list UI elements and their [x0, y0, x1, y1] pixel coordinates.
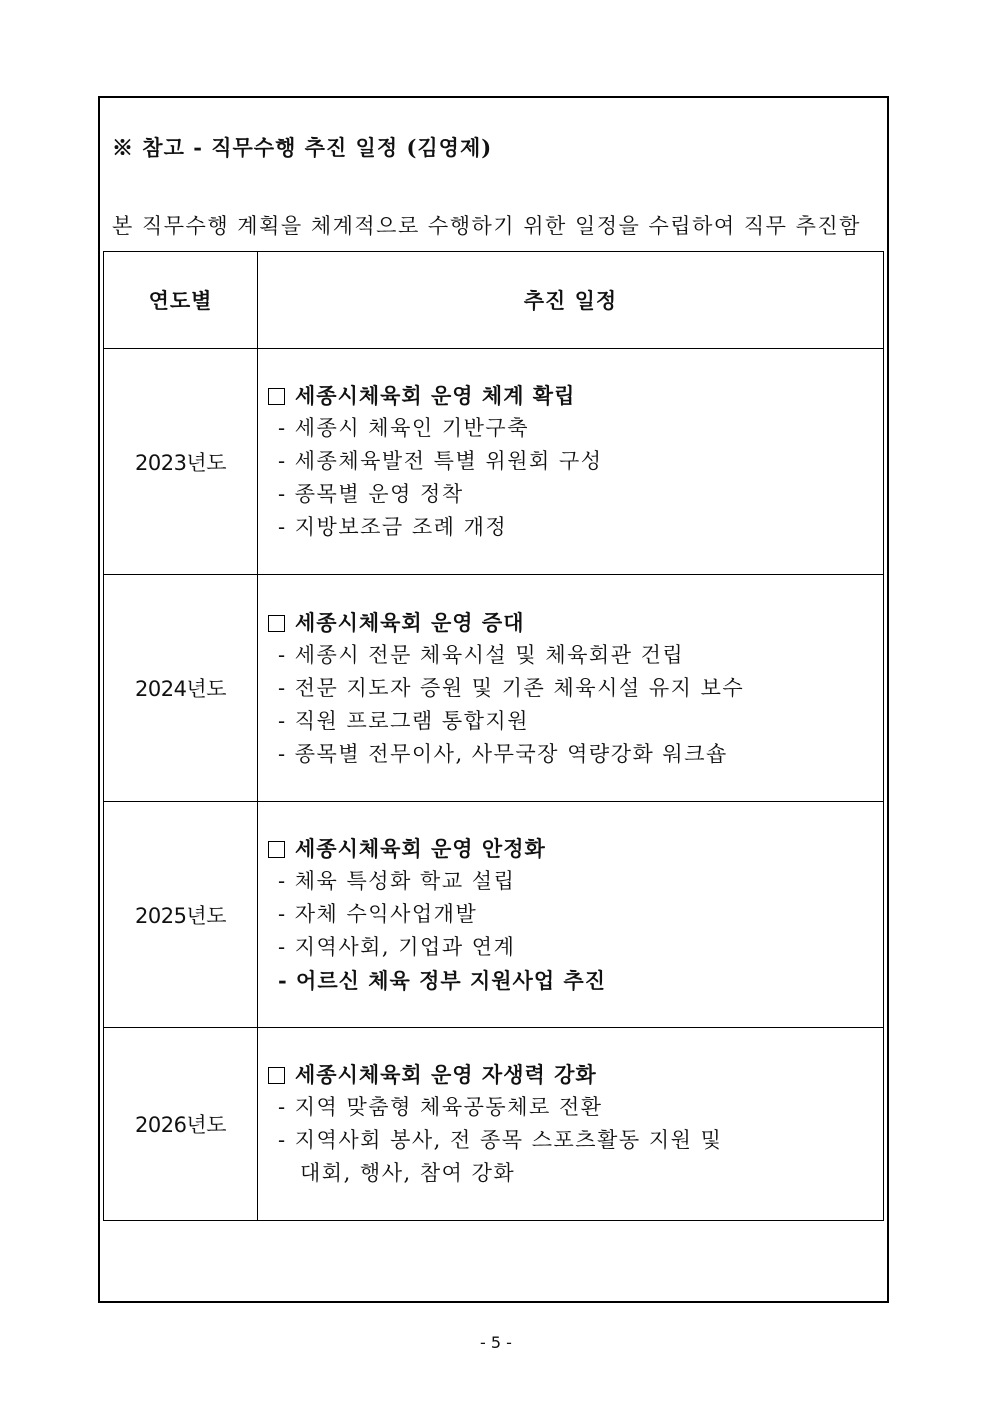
plan-item: - 지역 맞춤형 체육공동체로 전환 [278, 1095, 603, 1119]
intro-text: 본 직무수행 계획을 체계적으로 수행하기 위한 일정을 수립하여 직무 추진함 [112, 214, 861, 238]
year-cell: 2023년도 [104, 349, 258, 575]
table-row [104, 575, 884, 802]
header-year: 연도별 [104, 252, 258, 349]
year-cell: 2025년도 [104, 802, 258, 1028]
plan-item: - 지역사회, 기업과 연계 [278, 935, 516, 959]
plan-heading: 세종시체육회 운영 체계 확립 [268, 379, 883, 412]
plan-item [268, 1124, 883, 1190]
plan-item: - 체육 특성화 학교 설립 [278, 869, 516, 893]
plan-item: - 세종시 체육인 기반구축 [278, 416, 529, 440]
plan-cell [258, 1028, 884, 1221]
table-row [104, 1028, 884, 1221]
year-cell: 2026년도 [104, 1028, 258, 1221]
page-title: ※ 참고 - 직무수행 추진 일정 (김영제) [112, 135, 493, 160]
plan-item: - 전문 지도자 증원 및 기존 체육시설 유지 보수 [278, 675, 745, 700]
plan-item: - 자체 수익사업개발 [278, 902, 478, 926]
plan-item: - 지방보조금 조례 개정 [278, 515, 508, 539]
page-number: - 5 - [480, 1333, 512, 1352]
plan-cell [258, 802, 884, 1028]
plan-item: - 세종체육발전 특별 위원회 구성 [278, 449, 603, 473]
plan-item: - 세종시 전문 체육시설 및 체육회관 건립 [278, 642, 685, 667]
checkbox-square-icon [268, 388, 285, 405]
table-header-row [104, 252, 884, 349]
year-cell: 2024년도 [104, 575, 258, 802]
plan-cell [258, 575, 884, 802]
checkbox-square-icon [268, 1067, 285, 1084]
table-row [104, 349, 884, 575]
plan-item-continuation: 대회, 행사, 참여 강화 [300, 1161, 516, 1185]
plan-heading: 세종시체육회 운영 안정화 [268, 832, 883, 865]
plan-item: - 직원 프로그램 통합지원 [278, 708, 529, 733]
plan-item: - 어르신 체육 정부 지원사업 추진 [278, 968, 606, 993]
plan-item-text: - 지역사회 봉사, 전 종목 스포츠활동 지원 및 [278, 1128, 723, 1152]
table-row [104, 802, 884, 1028]
plan-heading: 세종시체육회 운영 증대 [268, 606, 883, 639]
plan-heading: 세종시체육회 운영 자생력 강화 [268, 1058, 883, 1091]
checkbox-square-icon [268, 615, 285, 632]
checkbox-square-icon [268, 841, 285, 858]
plan-item: - 종목별 전무이사, 사무국장 역량강화 워크숍 [278, 741, 728, 766]
header-plan: 추진 일정 [258, 252, 884, 349]
plan-cell [258, 349, 884, 575]
schedule-table [103, 251, 884, 1221]
plan-item: - 종목별 운영 정착 [278, 482, 464, 506]
